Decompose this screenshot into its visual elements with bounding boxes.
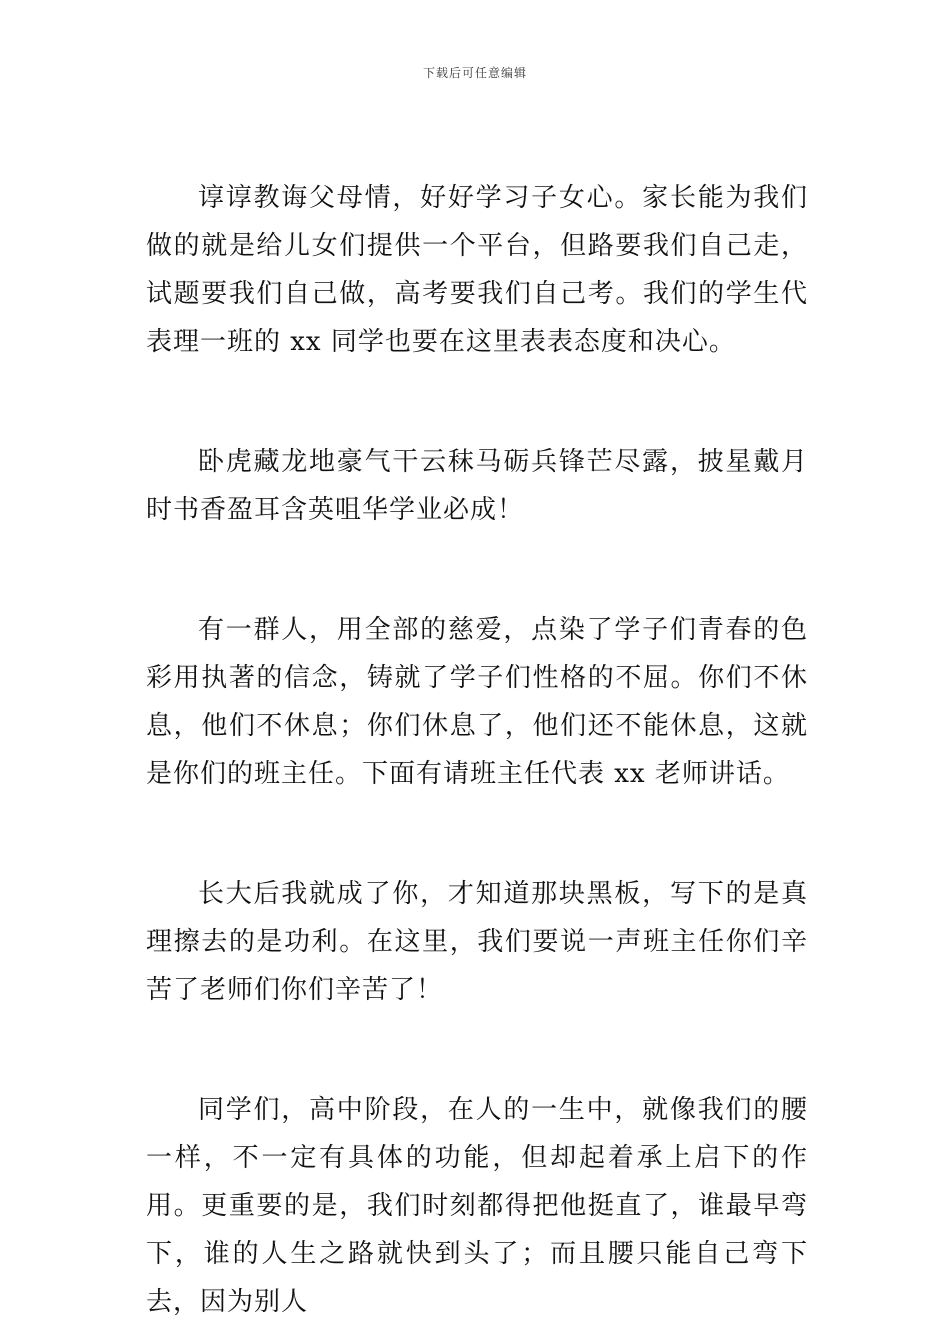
paragraph: 同学们，高中阶段，在人的一生中，就像我们的腰一样，不一定有具体的功能，但却起着承上启下的作用。更重要的是，我们时刻都得把他挺直了，谁最早弯下，谁的人生之路就快到头了；而且腰只能自己弯下去，因为别人 [146,1095,808,1317]
document-body [146,174,808,1326]
paragraph: 卧虎藏龙地豪气干云秣马砺兵锋芒尽露，披星戴月时书香盈耳含英咀华学业必成！ [146,447,808,525]
paragraph: 谆谆教诲父母情，好好学习子女心。家长能为我们做的就是给儿女们提供一个平台，但路要我们自己走，试题要我们自己做，高考要我们自己考。我们的学生代表理一班的 xx 同学也要在这里表表态度和决心。 [146,183,808,357]
paragraph: 长大后我就成了你，才知道那块黑板，写下的是真理擦去的是功利。在这里，我们要说一声班主任你们辛苦了老师们你们辛苦了！ [146,879,808,1005]
page-header: 下载后可任意编辑 [422,66,527,80]
paragraph: 有一群人，用全部的慈爱，点染了学子们青春的色彩用执著的信念，铸就了学子们性格的不屈。你们不休息，他们不休息；你们休息了，他们还不能休息，这就是你们的班主任。下面有请班主任代表 xx 老师讲话。 [146,615,808,789]
